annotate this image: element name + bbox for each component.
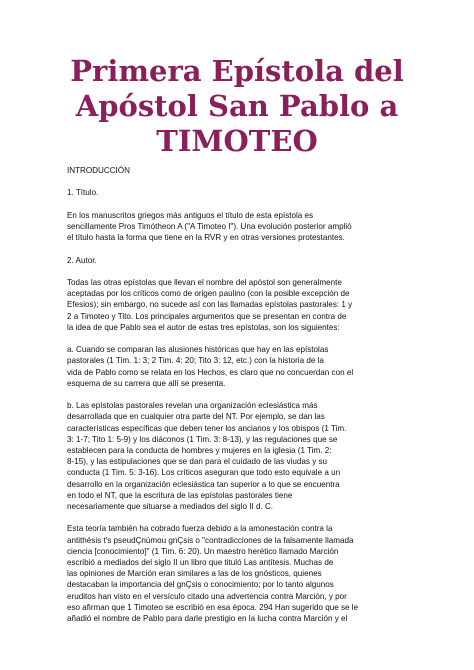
text-line: a. Cuando se comparan las alusiones históricas que hay en las epístolas	[67, 345, 329, 355]
text-line: las opiniones de Marción eran similares a las de los gnósticos, quienes	[67, 569, 322, 579]
text-line: necesariamente que situarse a mediados del siglo II d. C.	[67, 502, 274, 511]
text-line: añadió el nombre de Pablo para darle prestigio en la lucha contra Marción y el	[67, 614, 348, 624]
text-line: pastorales (1 Tim. 1: 3; 2 Tim. 4: 20; Tito 3: 12, etc.) con la historia de la	[67, 356, 324, 366]
text-line: Todas las otras epístolas que llevan el nombre del apóstol son generalmente	[67, 277, 342, 287]
text-line: Efesios); sin embargo, no sucede así con las llamadas epístolas pastorales: 1 y	[67, 300, 353, 310]
text-line: desarrollo en la organización eclesiástica tan superior a lo que se encuentra	[67, 479, 340, 489]
text-line: INTRODUCCIÓN	[67, 166, 130, 175]
text-line: Esta teoría también ha cobrado fuerza debido a la amonestación contra la	[67, 524, 333, 534]
paragraph	[67, 277, 417, 333]
text-line: en todo el NT, que la escritura de las epístolas pastorales tiene	[67, 490, 293, 500]
text-line: esquema de su carrera que allí se presenta.	[67, 378, 226, 388]
text-line: En los manuscritos griegos más antiguos el título de esta epístola es	[67, 210, 314, 220]
text-line: 3: 1-7; Tito 1: 5-9) y los diáconos (1 Tim. 3: 8-13), y las regulaciones que se	[67, 434, 338, 444]
title-line: Apóstol San Pablo a	[75, 89, 399, 123]
text-line: b. Las epístolas pastorales revelan una organización eclesiástica más	[67, 401, 318, 411]
text-line: destacaban la importancia del gnÇsis o conocimiento; por lo tanto algunos	[67, 580, 334, 590]
paragraph	[67, 400, 417, 512]
title-line: TIMOTEO	[156, 124, 318, 158]
paragraph	[67, 187, 417, 198]
text-line: aceptadas por los críticos como de origen paulino (con la posible excepción de	[67, 289, 350, 299]
text-line: 2. Autor.	[67, 255, 97, 265]
paragraph	[67, 165, 417, 176]
text-line: sencillamente Pros Timótheon A ("A Timoteo I"). Una evolución posterior amplió	[67, 221, 352, 231]
text-line: establecen para la conducta de hombres y mujeres en la iglesia (1 Tim. 2:	[67, 445, 332, 455]
title-line: Primera Epístola del	[70, 54, 404, 88]
text-line: ciencia [conocimiento]" (1 Tim. 6: 20). Un maestro herético llamado Marción	[67, 546, 339, 556]
text-line: desarrollada que en cualquier otra parte del NT. Por ejemplo, se dan las	[67, 412, 325, 422]
text-line: eruditos han visto en el versículo citado una advertencia contra Marción, y por	[67, 591, 347, 601]
document-body	[67, 165, 417, 624]
text-line: características específicas que deben tener los ancianos y los obispos (1 Tim.	[67, 423, 347, 433]
text-line: 8-15), y las estipulaciones que se dan para el cuidado de las viudas y su	[67, 457, 328, 467]
paragraph	[67, 523, 417, 624]
text-line: antithésis t's pseudÇnúmou gnÇsis o "contradicciones de la falsamente llamada	[67, 535, 354, 545]
text-line: vida de Pablo como se relata en los Hechos, es claro que no concuerdan con el	[67, 367, 354, 377]
text-line: escribió a mediados del siglo II un libro que tituló Las antítesis. Muchas de	[67, 558, 334, 567]
text-line: la idea de que Pablo sea el autor de estas tres epístolas, son los siguientes:	[67, 322, 340, 332]
paragraph	[67, 255, 417, 266]
text-line: 1. Título.	[67, 188, 99, 198]
paragraph	[67, 210, 417, 244]
text-line: eso afirman que 1 Timoteo se escribió en esa época. 294 Han sugerido que se le	[67, 602, 359, 612]
text-line: conducta (1 Tim. 5: 3-16). Los críticos aseguran que todo esto equivale a un	[67, 468, 341, 478]
text-line: 2 a Timoteo y Tito. Los principales argumentos que se presentan en contra de	[67, 311, 347, 321]
paragraph	[67, 344, 417, 389]
text-line: el título hasta la forma que tiene en la RVR y en otras versiones protestantes.	[67, 233, 345, 243]
document-title	[60, 54, 414, 159]
